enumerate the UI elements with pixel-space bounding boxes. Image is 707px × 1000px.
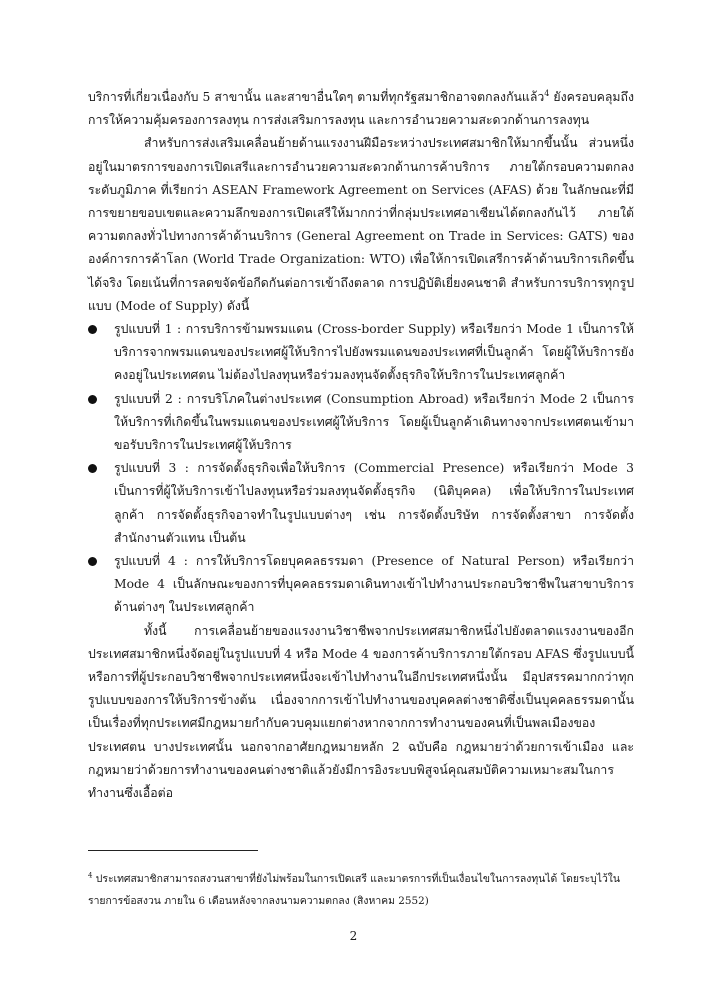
paragraph-2: สำหรับการส่งเสริมเคลื่อนย้ายด้านแรงงานฝีมือระหว่างประเทศสมาชิกให้มากขึ้นนั้น ส่วนหนึ่งอยู่ในมาตรการของการเปิดเสรีและการอำนวยความสะดวกด้านการค้าบริการ ภายใต้กรอบความตกลงระดับภูมิภาค ที่เรียกว่า ASEAN Framework Agreement on Services (AFAS) ด้วย ในลักษณะที่มีการขยายขอบเขตและความลึกของการเปิดเสรีให้มากกว่าที่กลุ่มประเทศอาเซียนได้ตกลงกันไว้ ภายใต้ความตกลงทั่วไปทางการค้าด้านบริการ (General Agreement on Trade in Services: GATS) ขององค์การการค้าโลก (World Trade Organization: WTO) เพื่อให้การเปิดเสรีการค้าด้านบริการเกิดขึ้นได้จริง โดยเน้นที่การลดขจัดข้อกีดกันต่อการเข้าถึงตลาด การปฏิบัติเยี่ยงคนชาติ สำหรับการบริการทุกรูปแบบ (Mode of Supply) ดังนี้	[88, 136, 634, 313]
list-item-text: รูปแบบที่ 2 : การบริโภคในต่างประเทศ (Consumption Abroad) หรือเรียกว่า Mode 2 เป็นการให้บริการที่เกิดขึ้นในพรมแดนของประเทศผู้ให้บริการ โดยผู้เป็นลูกค้าเดินทางจากประเทศตนเข้ามาขอรับบริการในประเทศผู้ให้บริการ	[114, 391, 634, 453]
list-item-text: รูปแบบที่ 3 : การจัดตั้งธุรกิจเพื่อให้บริการ (Commercial Presence) หรือเรียกว่า Mode 3 เป็นการที่ผู้ให้บริการเข้าไปลงทุนหรือร่วมลงทุนจัดตั้งธุรกิจ (นิติบุคคล) เพื่อให้บริการในประเทศลูกค้า การจัดตั้งธุรกิจอาจทำในรูปแบบต่างๆ เช่น การจัดตั้งบริษัท การจัดตั้งสาขา การจัดตั้งสำนักงานตัวแทน เป็นต้น	[114, 461, 634, 545]
list-item-mode-2	[88, 388, 634, 458]
bullet-icon	[88, 557, 97, 566]
list-item-text: รูปแบบที่ 1 : การบริการข้ามพรมแดน (Cross-border Supply) หรือเรียกว่า Mode 1 เป็นการให้บริการจากพรมแดนของประเทศผู้ให้บริการไปยังพรมแดนของประเทศที่เป็นลูกค้า โดยผู้ให้บริการยังคงอยู่ในประเทศตน ไม่ต้องไปลงทุนหรือร่วมลงทุนจัดตั้งธุรกิจให้บริการในประเทศลูกค้า	[114, 322, 634, 383]
bullet-icon	[88, 395, 97, 404]
footnote-divider	[88, 850, 258, 851]
paragraph-3: ทั้งนี้ การเคลื่อนย้ายของแรงงานวิชาชีพจากประเทศสมาชิกหนึ่งไปยังตลาดแรงงานของอีกประเทศสมาชิกหนึ่งจัดอยู่ในรูปแบบที่ 4 หรือ Mode 4 ของการค้าบริการภายใต้กรอบ AFAS ซึ่งรูปแบบนี้ หรือการที่ผู้ประกอบวิชาชีพจากประเทศหนึ่งจะเข้าไปทำงานในอีกประเทศหนึ่งนั้น มีอุปสรรคมากกว่าทุกรูปแบบของการให้บริการข้างต้น เนื่องจากการเข้าไปทำงานของบุคคลต่างชาติซึ่งเป็นบุคคลธรรมดานั้น เป็นเรื่องที่ทุกประเทศมีกฎหมายกำกับควบคุมแยกต่างหากจากการทำงานของคนที่เป็นพลเมืองของประเทศตน บางประเทศนั้น นอกจากอาศัยกฎหมายหลัก 2 ฉบับคือ กฎหมายว่าด้วยการเข้าเมือง และกฎหมายว่าด้วยการทำงานของคนต่างชาติแล้วยังมีการอิงระบบพิสูจน์คุณสมบัติความเหมาะสมในการทำงานซึ่งเอื้อต่อ	[88, 623, 634, 801]
bullet-icon	[88, 325, 97, 334]
list-item-mode-3	[88, 457, 634, 550]
paragraph-1-text-continued: ยังครอบคลุมถึงการให้ความคุ้มครองการลงทุน การส่งเสริมการลงทุน และการอำนวยความสะดวกด้านการลงทุน	[88, 90, 634, 128]
body-text	[88, 86, 634, 805]
footnote-reference: 4	[544, 88, 550, 98]
page-number: 2	[349, 929, 358, 943]
paragraph-1-text: บริการที่เกี่ยวเนื่องกับ 5 สาขานั้น และสาขาอื่นใดๆ ตามที่ทุกรัฐสมาชิกอาจตกลงกันแล้ว	[88, 90, 545, 104]
bullet-icon	[88, 464, 97, 473]
footnote-text: ประเทศสมาชิกสามารถสงวนสาขาที่ยังไม่พร้อมในการเปิดเสรี และมาตรการที่เป็นเงื่อนไขในการลงทุนได้ โดยระบุไว้ในรายการข้อสงวน ภายใน 6 เดือนหลังจากลงนามความตกลง (สิงหาคม 2552)	[88, 873, 620, 907]
list-item-mode-1	[88, 318, 634, 388]
footnote-number: 4	[88, 871, 93, 880]
footnote	[88, 868, 634, 912]
service-modes-list	[88, 318, 634, 620]
list-item-mode-4	[88, 550, 634, 620]
list-item-text: รูปแบบที่ 4 : การให้บริการโดยบุคคลธรรมดา (Presence of Natural Person) หรือเรียกว่า Mode 4 เป็นลักษณะของการที่บุคคลธรรมดาเดินทางเข้าไปทำงานประกอบวิชาชีพในสาขาบริการด้านต่างๆ ในประเทศลูกค้า	[114, 554, 634, 615]
paragraph-1	[88, 86, 634, 132]
